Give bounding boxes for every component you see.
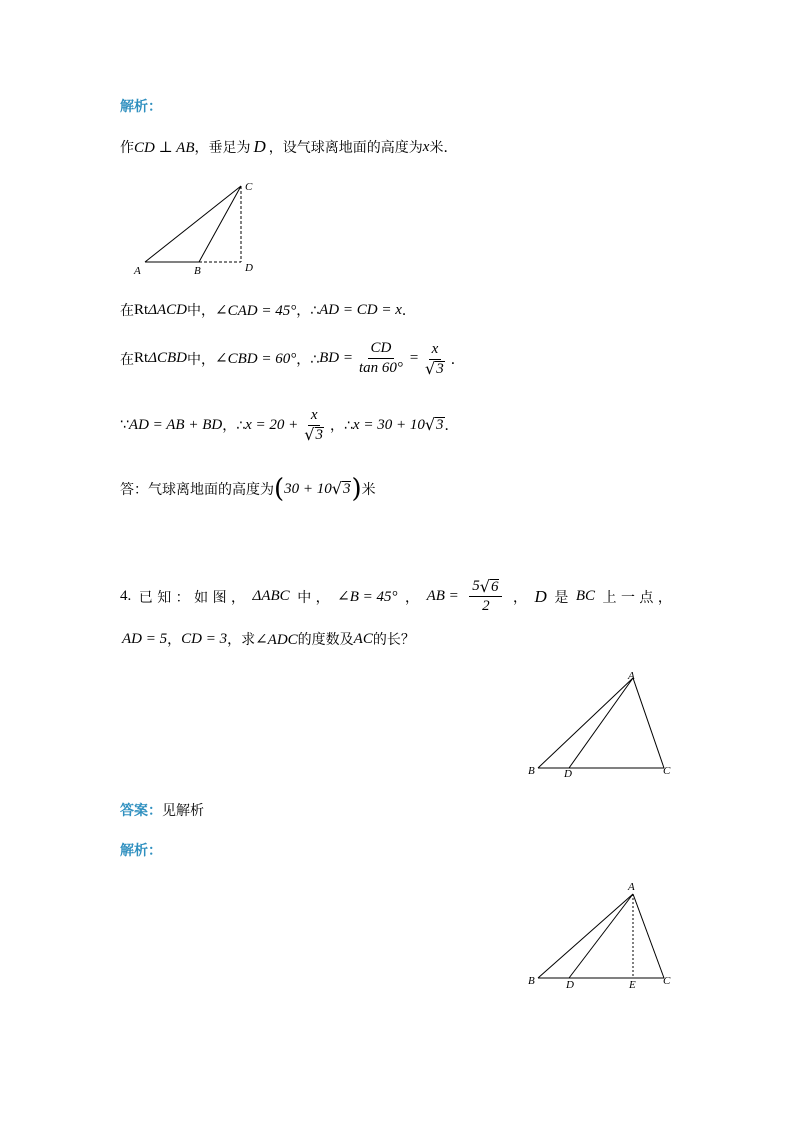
text: ．	[444, 418, 459, 434]
sqrt-icon: √	[424, 415, 436, 434]
label-e: E	[629, 979, 636, 991]
math-equation: x = 30 + 10	[352, 416, 425, 433]
line-ac	[633, 678, 664, 768]
fraction-x-sqrt3	[422, 341, 448, 377]
sqrt	[332, 481, 352, 497]
label-c: C	[663, 975, 671, 987]
line-ac	[145, 186, 241, 262]
text: 是	[554, 589, 569, 606]
paren-open: (	[274, 474, 285, 504]
label-d: D	[566, 979, 574, 991]
label-a: A	[628, 670, 635, 682]
text: ．	[450, 351, 465, 368]
text: ，求	[227, 632, 256, 648]
line-ba	[538, 894, 633, 978]
math-equation: AD = AB + BD	[128, 416, 223, 433]
text: ．	[401, 303, 416, 319]
question-4-line-1	[120, 578, 672, 615]
question-number: 4.	[120, 588, 132, 604]
fraction-cd-tan	[356, 340, 406, 377]
text: 上 一 点 ，	[602, 589, 672, 606]
fraction-ab-value	[469, 578, 502, 615]
label-a: A	[134, 265, 141, 277]
math-x: x	[422, 138, 430, 155]
sqrt	[422, 360, 448, 377]
label-a: A	[628, 881, 635, 893]
sqrt	[301, 426, 327, 443]
text-rt: Rt	[134, 350, 149, 366]
text: 已 知 ： 如 图 ，	[138, 589, 246, 606]
text: 在	[120, 351, 134, 368]
math-d: D	[253, 137, 266, 156]
text-rt: Rt	[134, 301, 149, 318]
text: ，	[513, 589, 527, 606]
math-cd: CD = 3	[181, 630, 228, 647]
coefficient: 5	[472, 578, 480, 594]
solution-line-4	[120, 407, 459, 443]
math-angle: ∠B = 45°	[337, 589, 398, 605]
fraction-x-sqrt3	[301, 407, 327, 443]
sqrt	[425, 417, 445, 433]
analysis-label-2: 解析：	[120, 843, 162, 859]
solution-line-3	[120, 340, 465, 377]
label-d: D	[245, 262, 253, 274]
sqrt	[479, 576, 500, 596]
sqrt-icon: √	[304, 425, 315, 444]
text: ，∴	[330, 418, 353, 434]
math-triangle: ΔCBD	[148, 350, 187, 366]
fraction-numerator	[469, 578, 502, 597]
label-d: D	[564, 768, 572, 780]
answer-line	[120, 800, 204, 820]
radicand: 6	[490, 578, 499, 595]
figure-1	[128, 176, 268, 280]
text: 在	[120, 303, 134, 319]
text: 中 ，	[297, 589, 330, 606]
math-lhs: BD =	[319, 350, 353, 366]
fraction-numerator: x	[308, 407, 321, 426]
line-ac	[633, 894, 664, 978]
label-b: B	[194, 265, 201, 277]
math-d: D	[534, 586, 547, 606]
fraction-numerator: x	[429, 341, 442, 360]
sqrt-icon: √	[425, 358, 436, 378]
math-value: 30 + 10	[284, 480, 332, 497]
label-b: B	[528, 765, 535, 777]
math-ac: AC	[353, 630, 373, 647]
sqrt-icon: √	[479, 576, 490, 596]
fraction-denominator: tan 60°	[359, 360, 403, 376]
sqrt-icon: √	[331, 479, 342, 498]
question-4-line-2	[122, 629, 415, 649]
solution-answer-line	[120, 476, 376, 502]
text: 米	[361, 482, 376, 498]
math-angle: ∠CAD = 45°	[215, 302, 297, 319]
radicand: 3	[315, 427, 323, 443]
line-ad	[569, 678, 633, 768]
text: ，垂足为	[194, 140, 251, 156]
math-perpendicular: CD ⊥ AB	[134, 139, 195, 156]
math-bc: BC	[575, 588, 595, 604]
line-bc	[199, 186, 241, 262]
text: 米．	[429, 140, 458, 156]
radicand: 3	[436, 417, 444, 433]
text: 作	[120, 140, 134, 156]
answer-label: 答案：	[120, 803, 162, 819]
text: ，设气球离地面的高度为	[268, 140, 423, 156]
solution-line-2	[120, 300, 416, 320]
analysis-label-1: 解析：	[120, 99, 162, 115]
radicand: 3	[342, 481, 351, 497]
text: 中，	[187, 303, 215, 319]
math-angle: ∠CBD = 60°	[215, 351, 297, 367]
label-b: B	[528, 975, 535, 987]
answer-text: 见解析	[162, 803, 204, 819]
text: ，	[405, 589, 420, 606]
text-because: ∵	[120, 417, 129, 433]
math-equation: x = 20 +	[245, 416, 299, 433]
text: ，	[167, 632, 182, 648]
math-equals: =	[408, 350, 420, 366]
figure-2	[524, 666, 684, 780]
math-triangle: ΔACD	[148, 301, 187, 318]
paren-close: )	[351, 474, 362, 504]
text: 答：气球离地面的高度为	[120, 482, 274, 498]
radicand: 3	[436, 360, 444, 377]
solution-line-1	[120, 137, 457, 157]
text: ，∴	[296, 351, 320, 368]
math-ad: AD = 5	[122, 630, 168, 647]
math-equation: AD = CD = x	[319, 301, 402, 318]
figure-3	[524, 876, 684, 992]
fraction-numerator: CD	[368, 340, 395, 359]
text: 的度数及	[297, 632, 354, 648]
line-ba	[538, 678, 633, 768]
label-c: C	[245, 181, 253, 193]
math-triangle: ΔABC	[252, 588, 290, 604]
label-c: C	[663, 765, 671, 777]
text: 中，	[187, 351, 215, 368]
math-angle: ∠ADC	[255, 631, 298, 648]
line-ad	[569, 894, 633, 978]
math-ab: AB =	[426, 588, 459, 604]
text: ，∴	[296, 303, 320, 319]
fraction-denominator: 2	[482, 598, 490, 614]
text: ，∴	[222, 418, 246, 434]
text: 的长？	[372, 632, 415, 648]
